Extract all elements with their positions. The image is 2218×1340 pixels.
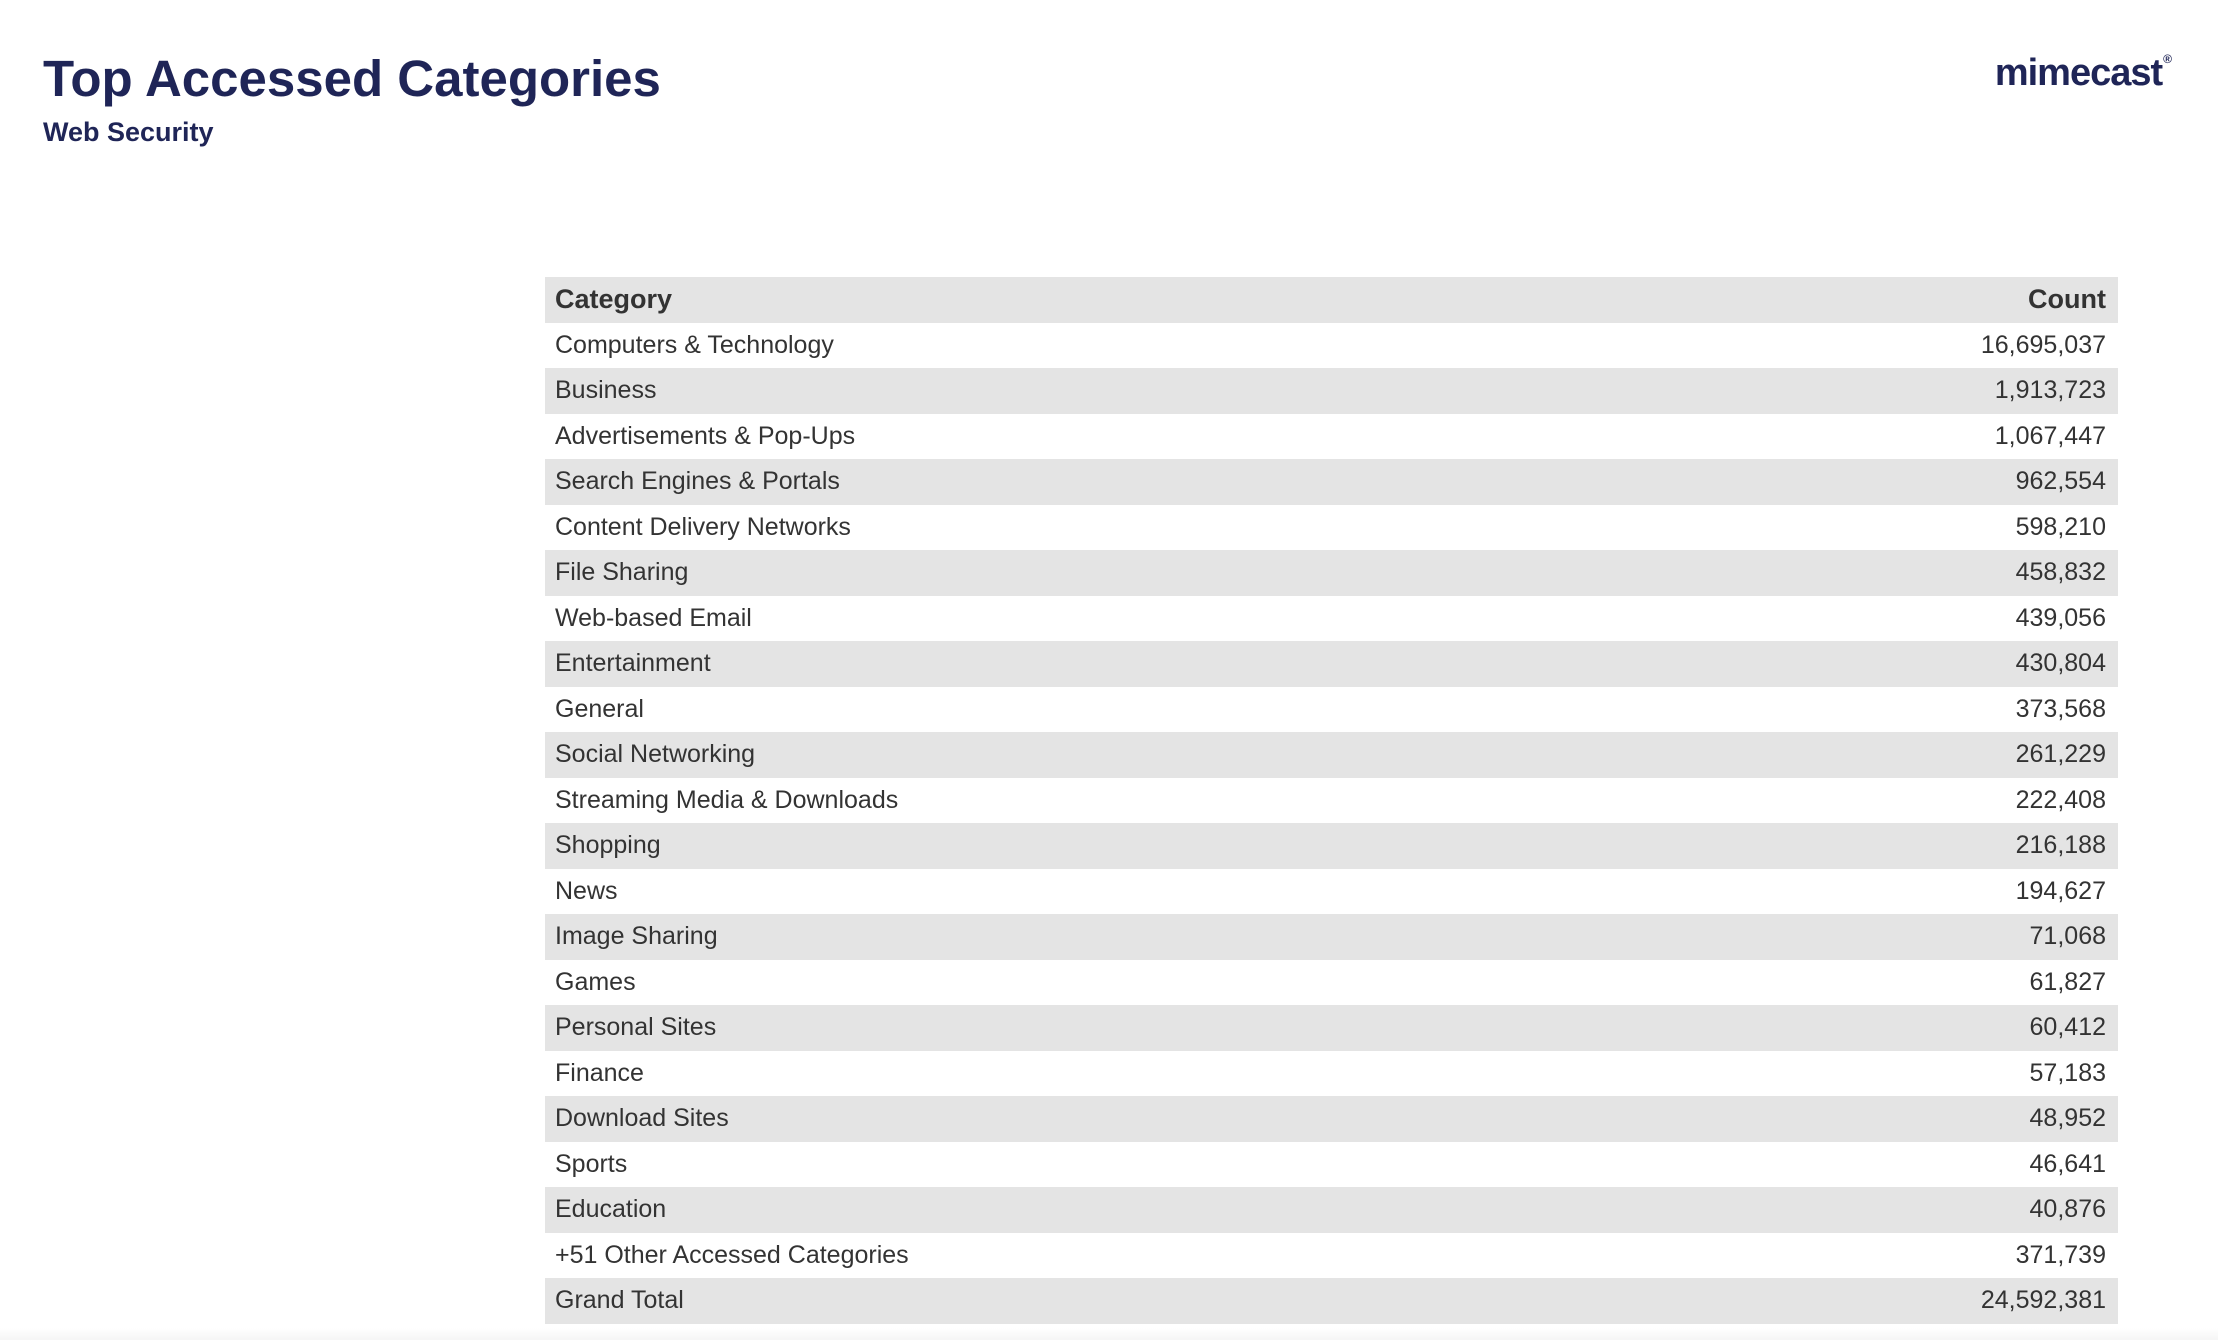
count-cell: 373,568 (2015, 694, 2106, 723)
logo-text: mimecast (1994, 52, 2163, 94)
count-cell: 458,832 (2015, 558, 2106, 587)
table-row (545, 1096, 2118, 1142)
table-row (545, 596, 2118, 642)
count-cell: 216,188 (2015, 831, 2106, 860)
table-row (545, 823, 2118, 869)
category-cell: Education (555, 1195, 667, 1224)
count-cell: 16,695,037 (1980, 330, 2106, 359)
table-row (545, 732, 2118, 778)
category-cell: Finance (555, 1058, 644, 1087)
table-row (545, 641, 2118, 687)
category-cell: Entertainment (555, 649, 711, 678)
table-row (545, 914, 2118, 960)
category-cell: Business (555, 376, 657, 405)
table-row (545, 459, 2118, 505)
count-cell: 57,183 (2029, 1058, 2106, 1087)
category-cell: Search Engines & Portals (555, 467, 840, 496)
count-cell: 430,804 (2015, 649, 2106, 678)
page-title: Top Accessed Categories (43, 50, 661, 107)
count-cell: 61,827 (2029, 967, 2106, 996)
table-row (545, 505, 2118, 551)
count-cell: 40,876 (2029, 1195, 2106, 1224)
count-cell: 598,210 (2015, 512, 2106, 541)
table-row (545, 550, 2118, 596)
count-cell: 71,068 (2029, 922, 2106, 951)
table-body (545, 323, 2118, 1324)
table-row (545, 368, 2118, 414)
table-row (545, 778, 2118, 824)
table-row (545, 1187, 2118, 1233)
count-cell: 1,913,723 (1994, 376, 2106, 405)
count-cell: 222,408 (2015, 785, 2106, 814)
category-cell: Personal Sites (555, 1013, 717, 1042)
category-cell: Web-based Email (555, 603, 752, 632)
category-cell: Advertisements & Pop-Ups (555, 421, 856, 450)
category-cell: Social Networking (555, 740, 756, 769)
category-cell: Shopping (555, 831, 661, 860)
category-cell: Download Sites (555, 1104, 729, 1133)
table-row (545, 869, 2118, 915)
table-row (545, 1233, 2118, 1279)
page-subtitle: Web Security (43, 117, 214, 147)
count-cell: 60,412 (2029, 1013, 2106, 1042)
page-bottom-edge (0, 1328, 2218, 1340)
category-cell: Games (555, 967, 636, 996)
count-cell: 24,592,381 (1980, 1286, 2106, 1315)
count-cell: 1,067,447 (1994, 421, 2106, 450)
count-cell: 439,056 (2015, 603, 2106, 632)
table-row (545, 323, 2118, 369)
column-header-count: Count (2028, 284, 2106, 315)
grand-total-row (545, 1278, 2118, 1324)
table-row (545, 1051, 2118, 1097)
category-cell: News (555, 876, 618, 905)
category-cell: Streaming Media & Downloads (555, 785, 899, 814)
table-row (545, 1142, 2118, 1188)
category-cell: Grand Total (555, 1286, 684, 1315)
logo-registered-mark: ® (2163, 52, 2172, 66)
category-cell: Image Sharing (555, 922, 718, 951)
category-cell: File Sharing (555, 558, 689, 587)
table-row (545, 687, 2118, 733)
count-cell: 194,627 (2015, 876, 2106, 905)
mimecast-logo (1995, 52, 2172, 95)
count-cell: 46,641 (2029, 1149, 2106, 1178)
table-header-row (545, 277, 2118, 323)
count-cell: 261,229 (2015, 740, 2106, 769)
count-cell: 962,554 (2015, 467, 2106, 496)
category-cell: Sports (555, 1149, 628, 1178)
category-cell: +51 Other Accessed Categories (555, 1240, 909, 1269)
category-cell: Content Delivery Networks (555, 512, 851, 541)
table-row (545, 414, 2118, 460)
count-cell: 371,739 (2015, 1240, 2106, 1269)
table-row (545, 960, 2118, 1006)
category-cell: Computers & Technology (555, 330, 834, 359)
count-cell: 48,952 (2029, 1104, 2106, 1133)
column-header-category: Category (555, 284, 673, 315)
category-cell: General (555, 694, 644, 723)
categories-table (545, 277, 2118, 1324)
table-row (545, 1005, 2118, 1051)
